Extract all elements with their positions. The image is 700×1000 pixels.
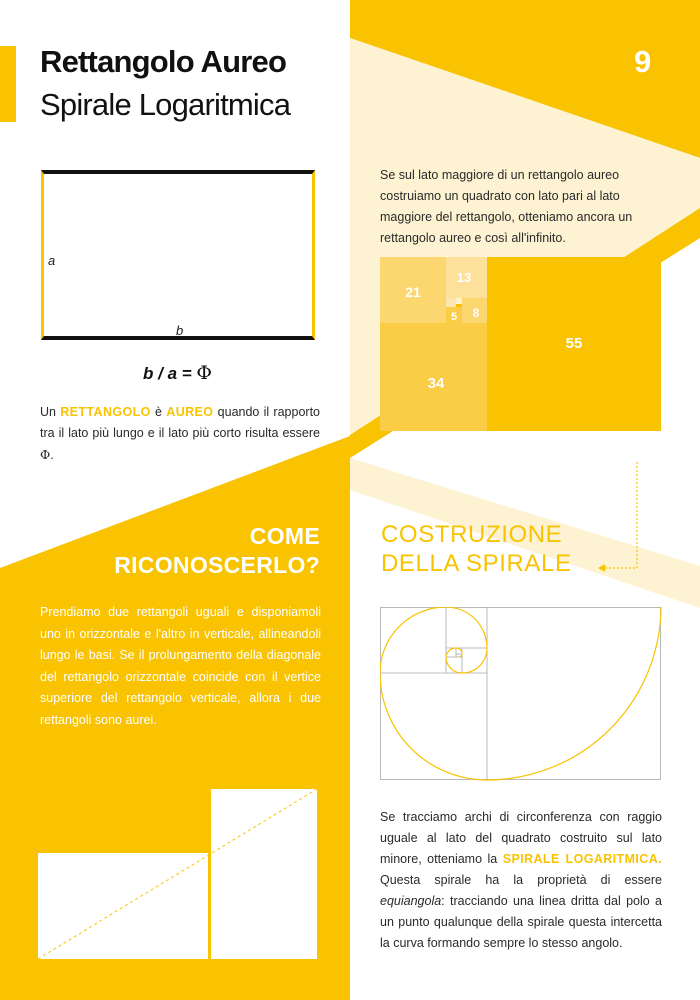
- fibonacci-squares-figure: [380, 257, 662, 431]
- side-a-label: a: [48, 253, 56, 268]
- golden-rectangle-figure: [41, 170, 315, 340]
- page-number: 9: [634, 44, 652, 79]
- recognize-heading-line2: RICONOSCERLO?: [114, 552, 320, 578]
- recognize-heading: [114, 522, 320, 580]
- highlight-aureo: AUREO: [166, 405, 214, 419]
- recognize-heading-line1: COME: [249, 523, 320, 549]
- label-55: 55: [565, 335, 583, 352]
- formula-text: b / a =: [143, 364, 197, 383]
- square-3: [446, 298, 456, 307]
- spiral-body-part3: : tracciando una linea dritta dal polo a un punto qualunque della spirale questa intercetta la curva formando sempre lo stesso angolo.: [380, 894, 662, 950]
- spiral-big-arc: [487, 607, 661, 780]
- golden-rectangle-definition: [40, 402, 320, 466]
- intro-part4: .: [50, 448, 54, 462]
- spiral-heading-line1: COSTRUZIONE: [381, 521, 563, 548]
- recognize-body: Prendiamo due rettangoli uguali e disponiamoli uno in orizzontale e l'altro in verticale, allineandoli lungo le basi. Se il prolungamento della diagonale del rettangolo orizzontale coincide con il vertice superiore del rettangolo verticale, allora i due rettangoli sono aurei.: [40, 605, 321, 727]
- label-21: 21: [405, 284, 421, 300]
- construction-intro: Se sul lato maggiore di un rettangolo aureo costruiamo un quadrato con lato pari al lato maggiore del rettangolo, otteniamo ancora un rettangolo aureo e così all'infinito.: [380, 168, 633, 245]
- intro-part1: Un: [40, 405, 61, 419]
- page-subtitle: Spirale Logaritmica: [40, 87, 291, 122]
- square-1: [456, 304, 462, 307]
- intro-part2: è: [150, 405, 167, 419]
- phi-symbol: Φ: [196, 362, 212, 384]
- highlight-rettangolo: RETTANGOLO: [60, 405, 151, 419]
- logarithmic-spiral-figure: [380, 607, 662, 781]
- label-13: 13: [456, 270, 472, 285]
- spiral-body-part1: Se tracciamo archi di circonferenza con raggio uguale al lato del quadrato costruito sul lato minore, otteniamo la: [380, 810, 662, 866]
- golden-ratio-formula: [40, 362, 315, 384]
- side-b-label: b: [176, 323, 184, 338]
- italic-equiangola: equiangola: [380, 894, 442, 908]
- intro-phi-symbol: Φ: [40, 447, 51, 462]
- spiral-description: [380, 807, 662, 954]
- vertical-rectangle: [211, 789, 317, 959]
- spiral-arc: [380, 607, 487, 780]
- spiral-heading: [381, 520, 572, 578]
- label-34: 34: [427, 375, 445, 392]
- title-accent-bar: [0, 46, 16, 122]
- spiral-outer-frame: [381, 608, 661, 780]
- horizontal-rectangle: [38, 853, 208, 959]
- spiral-heading-line2: DELLA SPIRALE: [381, 550, 572, 577]
- highlight-spirale-logaritmica: SPIRALE LOGARITMICA.: [502, 852, 662, 866]
- label-8: 8: [472, 306, 480, 320]
- intro-part3: quando il rapporto tra il lato più lungo e il lato più corto risulta essere: [40, 405, 320, 440]
- page-title: Rettangolo Aureo: [40, 44, 287, 79]
- golden-spiral: [380, 607, 661, 780]
- square-2: [456, 298, 462, 304]
- spiral-body-part2: Questa spirale ha la proprietà di essere: [380, 873, 662, 887]
- label-5: 5: [450, 311, 458, 323]
